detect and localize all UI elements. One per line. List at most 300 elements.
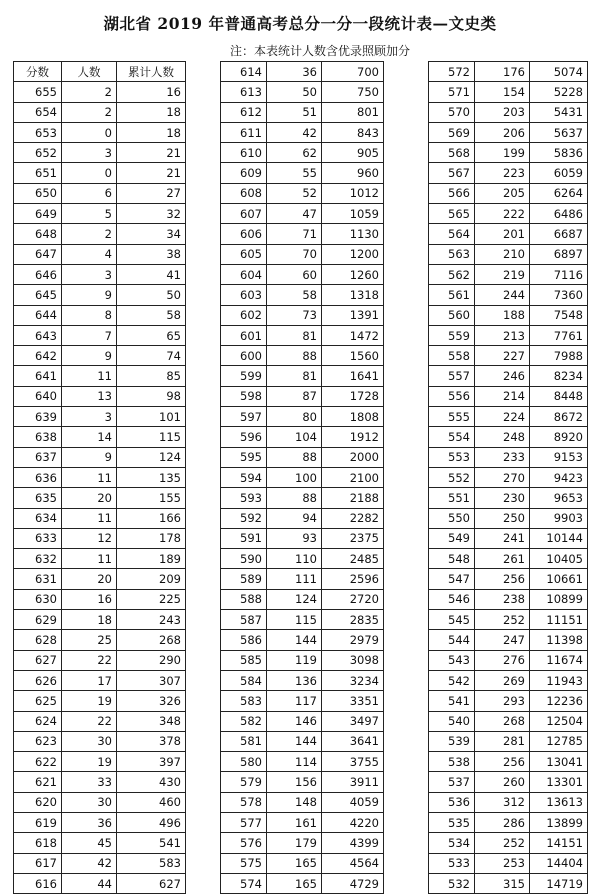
table-row — [429, 833, 588, 853]
table-row — [14, 691, 186, 711]
cumulative-cell: 34 — [117, 224, 186, 244]
score-cell: 567 — [429, 163, 475, 183]
count-cell: 256 — [475, 569, 530, 589]
score-cell: 643 — [14, 325, 62, 345]
cumulative-cell: 12236 — [530, 691, 588, 711]
cumulative-cell: 243 — [117, 610, 186, 630]
cumulative-cell: 9903 — [530, 508, 588, 528]
table-row — [221, 833, 384, 853]
cumulative-cell: 10899 — [530, 589, 588, 609]
count-cell: 81 — [267, 366, 322, 386]
score-cell: 625 — [14, 691, 62, 711]
score-cell: 637 — [14, 447, 62, 467]
count-cell: 7 — [62, 325, 117, 345]
table-row — [14, 264, 186, 284]
score-cell: 655 — [14, 82, 62, 102]
score-cell: 628 — [14, 630, 62, 650]
count-cell: 94 — [267, 508, 322, 528]
table-row — [221, 244, 384, 264]
count-cell: 165 — [267, 853, 322, 873]
table-row — [221, 711, 384, 731]
cumulative-cell: 627 — [117, 873, 186, 893]
score-cell: 622 — [14, 752, 62, 772]
score-cell: 548 — [429, 549, 475, 569]
count-cell: 51 — [267, 102, 322, 122]
score-cell: 534 — [429, 833, 475, 853]
table-row — [429, 163, 588, 183]
cumulative-cell: 10661 — [530, 569, 588, 589]
table-row — [221, 204, 384, 224]
count-cell: 58 — [267, 285, 322, 305]
count-cell: 154 — [475, 82, 530, 102]
table-row — [221, 285, 384, 305]
count-cell: 11 — [62, 467, 117, 487]
count-cell: 256 — [475, 752, 530, 772]
count-cell: 206 — [475, 122, 530, 142]
table-row — [14, 244, 186, 264]
score-cell: 569 — [429, 122, 475, 142]
table-row — [221, 346, 384, 366]
cumulative-cell: 3497 — [322, 711, 384, 731]
cumulative-cell: 8448 — [530, 386, 588, 406]
score-cell: 649 — [14, 204, 62, 224]
table-row — [429, 792, 588, 812]
table-row — [429, 102, 588, 122]
table-row — [14, 183, 186, 203]
cumulative-cell: 74 — [117, 346, 186, 366]
score-cell: 605 — [221, 244, 267, 264]
count-cell: 2 — [62, 102, 117, 122]
cumulative-cell: 1012 — [322, 183, 384, 203]
table-row — [14, 873, 186, 893]
table-row — [221, 102, 384, 122]
score-cell: 565 — [429, 204, 475, 224]
score-cell: 603 — [221, 285, 267, 305]
count-cell: 88 — [267, 447, 322, 467]
count-cell: 11 — [62, 366, 117, 386]
score-cell: 538 — [429, 752, 475, 772]
table-row — [221, 488, 384, 508]
score-cell: 597 — [221, 407, 267, 427]
score-cell: 558 — [429, 346, 475, 366]
header-row — [14, 62, 186, 82]
score-cell: 616 — [14, 873, 62, 893]
table-row — [221, 569, 384, 589]
cumulative-cell: 307 — [117, 670, 186, 690]
count-cell: 214 — [475, 386, 530, 406]
score-cell: 606 — [221, 224, 267, 244]
score-cell: 601 — [221, 325, 267, 345]
cumulative-cell: 11943 — [530, 670, 588, 690]
table-row — [429, 772, 588, 792]
score-cell: 587 — [221, 610, 267, 630]
cumulative-cell: 178 — [117, 528, 186, 548]
score-cell: 550 — [429, 508, 475, 528]
score-cell: 609 — [221, 163, 267, 183]
score-cell: 624 — [14, 711, 62, 731]
table-row — [14, 549, 186, 569]
score-cell: 554 — [429, 427, 475, 447]
score-cell: 638 — [14, 427, 62, 447]
cumulative-cell: 1912 — [322, 427, 384, 447]
table-row — [429, 407, 588, 427]
score-cell: 620 — [14, 792, 62, 812]
count-cell: 148 — [267, 792, 322, 812]
table-row — [221, 670, 384, 690]
count-cell: 293 — [475, 691, 530, 711]
cumulative-cell: 3351 — [322, 691, 384, 711]
count-cell: 2 — [62, 224, 117, 244]
score-cell: 585 — [221, 650, 267, 670]
table-row — [14, 427, 186, 447]
table-row — [221, 143, 384, 163]
count-cell: 47 — [267, 204, 322, 224]
cumulative-cell: 6264 — [530, 183, 588, 203]
table-row — [14, 569, 186, 589]
score-cell: 611 — [221, 122, 267, 142]
cumulative-cell: 9153 — [530, 447, 588, 467]
score-cell: 542 — [429, 670, 475, 690]
table-row — [429, 610, 588, 630]
cumulative-cell: 3911 — [322, 772, 384, 792]
cumulative-cell: 430 — [117, 772, 186, 792]
count-cell: 222 — [475, 204, 530, 224]
table-row — [14, 82, 186, 102]
table-row — [14, 122, 186, 142]
count-cell: 176 — [475, 62, 530, 82]
cumulative-cell: 378 — [117, 731, 186, 751]
cumulative-cell: 843 — [322, 122, 384, 142]
count-cell: 241 — [475, 528, 530, 548]
score-cell: 555 — [429, 407, 475, 427]
score-cell: 535 — [429, 812, 475, 832]
table-row — [429, 386, 588, 406]
cumulative-cell: 8234 — [530, 366, 588, 386]
count-cell: 11 — [62, 508, 117, 528]
table-row — [14, 204, 186, 224]
count-cell: 233 — [475, 447, 530, 467]
score-cell: 562 — [429, 264, 475, 284]
score-cell: 557 — [429, 366, 475, 386]
cumulative-cell: 8920 — [530, 427, 588, 447]
table-row — [429, 528, 588, 548]
count-cell: 268 — [475, 711, 530, 731]
score-cell: 564 — [429, 224, 475, 244]
score-cell: 543 — [429, 650, 475, 670]
table-row — [14, 447, 186, 467]
table-row — [221, 122, 384, 142]
count-cell: 36 — [267, 62, 322, 82]
cumulative-cell: 4564 — [322, 853, 384, 873]
table-row — [429, 122, 588, 142]
cumulative-cell: 13613 — [530, 792, 588, 812]
count-cell: 111 — [267, 569, 322, 589]
score-cell: 646 — [14, 264, 62, 284]
cumulative-cell: 2979 — [322, 630, 384, 650]
count-cell: 246 — [475, 366, 530, 386]
count-cell: 219 — [475, 264, 530, 284]
score-cell: 581 — [221, 731, 267, 751]
score-cell: 559 — [429, 325, 475, 345]
count-cell: 260 — [475, 772, 530, 792]
table-row — [429, 630, 588, 650]
table-row — [14, 528, 186, 548]
count-cell: 44 — [62, 873, 117, 893]
cumulative-cell: 13301 — [530, 772, 588, 792]
cumulative-cell: 32 — [117, 204, 186, 224]
score-cell: 618 — [14, 833, 62, 853]
cumulative-cell: 10144 — [530, 528, 588, 548]
table-row — [429, 143, 588, 163]
score-cell: 602 — [221, 305, 267, 325]
cumulative-cell: 21 — [117, 143, 186, 163]
table-row — [221, 264, 384, 284]
score-cell: 598 — [221, 386, 267, 406]
cumulative-cell: 1808 — [322, 407, 384, 427]
score-cell: 626 — [14, 670, 62, 690]
count-cell: 136 — [267, 670, 322, 690]
table-row — [429, 244, 588, 264]
cumulative-cell: 348 — [117, 711, 186, 731]
count-cell: 312 — [475, 792, 530, 812]
count-cell: 50 — [267, 82, 322, 102]
count-cell: 30 — [62, 731, 117, 751]
score-cell: 583 — [221, 691, 267, 711]
count-cell: 188 — [475, 305, 530, 325]
count-cell: 19 — [62, 691, 117, 711]
score-cell: 599 — [221, 366, 267, 386]
count-cell: 14 — [62, 427, 117, 447]
score-cell: 654 — [14, 102, 62, 122]
cumulative-cell: 960 — [322, 163, 384, 183]
count-cell: 110 — [267, 549, 322, 569]
cumulative-cell: 5228 — [530, 82, 588, 102]
count-cell: 3 — [62, 264, 117, 284]
table-row — [429, 853, 588, 873]
score-cell: 619 — [14, 812, 62, 832]
cumulative-cell: 1130 — [322, 224, 384, 244]
score-cell: 570 — [429, 102, 475, 122]
score-cell: 572 — [429, 62, 475, 82]
score-cell: 639 — [14, 407, 62, 427]
cumulative-cell: 2375 — [322, 528, 384, 548]
score-cell: 561 — [429, 285, 475, 305]
table-row — [221, 853, 384, 873]
score-cell: 589 — [221, 569, 267, 589]
score-cell: 568 — [429, 143, 475, 163]
header-count: 人数 — [62, 62, 117, 82]
cumulative-cell: 115 — [117, 427, 186, 447]
cumulative-cell: 41 — [117, 264, 186, 284]
score-cell: 629 — [14, 610, 62, 630]
score-cell: 584 — [221, 670, 267, 690]
cumulative-cell: 225 — [117, 589, 186, 609]
score-cell: 593 — [221, 488, 267, 508]
cumulative-cell: 750 — [322, 82, 384, 102]
count-cell: 81 — [267, 325, 322, 345]
count-cell: 88 — [267, 488, 322, 508]
count-cell: 227 — [475, 346, 530, 366]
cumulative-cell: 6897 — [530, 244, 588, 264]
cumulative-cell: 65 — [117, 325, 186, 345]
count-cell: 70 — [267, 244, 322, 264]
score-cell: 631 — [14, 569, 62, 589]
table-row — [14, 792, 186, 812]
count-cell: 60 — [267, 264, 322, 284]
score-cell: 546 — [429, 589, 475, 609]
cumulative-cell: 18 — [117, 122, 186, 142]
cumulative-cell: 3755 — [322, 752, 384, 772]
score-cell: 632 — [14, 549, 62, 569]
count-cell: 261 — [475, 549, 530, 569]
cumulative-cell: 50 — [117, 285, 186, 305]
table-row — [221, 183, 384, 203]
cumulative-cell: 85 — [117, 366, 186, 386]
cumulative-cell: 7761 — [530, 325, 588, 345]
table-row — [14, 143, 186, 163]
table-row — [14, 508, 186, 528]
score-table-column-3 — [428, 61, 588, 894]
count-cell: 156 — [267, 772, 322, 792]
table-row — [221, 447, 384, 467]
score-cell: 630 — [14, 589, 62, 609]
table-row — [14, 488, 186, 508]
count-cell: 52 — [267, 183, 322, 203]
table-row — [14, 467, 186, 487]
score-cell: 580 — [221, 752, 267, 772]
table-row — [429, 752, 588, 772]
count-cell: 55 — [267, 163, 322, 183]
page-title: 湖北省 2019 年普通高考总分一分一段统计表—文史类 — [103, 14, 497, 33]
score-cell: 547 — [429, 569, 475, 589]
score-cell: 592 — [221, 508, 267, 528]
score-cell: 613 — [221, 82, 267, 102]
count-cell: 244 — [475, 285, 530, 305]
table-row — [429, 670, 588, 690]
score-cell: 571 — [429, 82, 475, 102]
table-row — [221, 630, 384, 650]
count-cell: 247 — [475, 630, 530, 650]
cumulative-cell: 801 — [322, 102, 384, 122]
cumulative-cell: 98 — [117, 386, 186, 406]
score-cell: 560 — [429, 305, 475, 325]
table-row — [429, 508, 588, 528]
count-cell: 87 — [267, 386, 322, 406]
table-row — [14, 386, 186, 406]
table-row — [14, 163, 186, 183]
table-row — [429, 183, 588, 203]
cumulative-cell: 5836 — [530, 143, 588, 163]
cumulative-cell: 12785 — [530, 731, 588, 751]
count-cell: 9 — [62, 285, 117, 305]
count-cell: 71 — [267, 224, 322, 244]
cumulative-cell: 166 — [117, 508, 186, 528]
table-row — [221, 792, 384, 812]
score-cell: 582 — [221, 711, 267, 731]
count-cell: 161 — [267, 812, 322, 832]
score-cell: 636 — [14, 467, 62, 487]
cumulative-cell: 11151 — [530, 610, 588, 630]
score-cell: 576 — [221, 833, 267, 853]
cumulative-cell: 397 — [117, 752, 186, 772]
score-cell: 552 — [429, 467, 475, 487]
table-row — [14, 833, 186, 853]
score-cell: 532 — [429, 873, 475, 893]
score-cell: 586 — [221, 630, 267, 650]
count-cell: 20 — [62, 569, 117, 589]
cumulative-cell: 1472 — [322, 325, 384, 345]
count-cell: 62 — [267, 143, 322, 163]
count-cell: 0 — [62, 163, 117, 183]
cumulative-cell: 460 — [117, 792, 186, 812]
score-cell: 533 — [429, 853, 475, 873]
count-cell: 5 — [62, 204, 117, 224]
score-cell: 566 — [429, 183, 475, 203]
cumulative-cell: 2100 — [322, 467, 384, 487]
score-cell: 553 — [429, 447, 475, 467]
cumulative-cell: 1391 — [322, 305, 384, 325]
cumulative-cell: 101 — [117, 407, 186, 427]
cumulative-cell: 290 — [117, 650, 186, 670]
table-row — [221, 752, 384, 772]
cumulative-cell: 6059 — [530, 163, 588, 183]
count-cell: 88 — [267, 346, 322, 366]
table-row — [14, 325, 186, 345]
table-row — [221, 427, 384, 447]
table-row — [429, 650, 588, 670]
count-cell: 115 — [267, 610, 322, 630]
table-note: 注：本表统计人数含优录照顾加分 — [229, 44, 410, 58]
table-row — [14, 102, 186, 122]
table-row — [14, 731, 186, 751]
score-cell: 596 — [221, 427, 267, 447]
count-cell: 281 — [475, 731, 530, 751]
count-cell: 19 — [62, 752, 117, 772]
cumulative-cell: 2485 — [322, 549, 384, 569]
cumulative-cell: 4399 — [322, 833, 384, 853]
score-cell: 575 — [221, 853, 267, 873]
count-cell: 248 — [475, 427, 530, 447]
score-cell: 627 — [14, 650, 62, 670]
table-row — [221, 224, 384, 244]
score-cell: 633 — [14, 528, 62, 548]
table-row — [14, 346, 186, 366]
table-row — [429, 467, 588, 487]
count-cell: 223 — [475, 163, 530, 183]
count-cell: 286 — [475, 812, 530, 832]
table-row — [14, 752, 186, 772]
count-cell: 42 — [267, 122, 322, 142]
score-cell: 651 — [14, 163, 62, 183]
cumulative-cell: 4220 — [322, 812, 384, 832]
count-cell: 238 — [475, 589, 530, 609]
count-cell: 17 — [62, 670, 117, 690]
score-cell: 577 — [221, 812, 267, 832]
count-cell: 199 — [475, 143, 530, 163]
score-cell: 579 — [221, 772, 267, 792]
count-cell: 250 — [475, 508, 530, 528]
table-row — [221, 610, 384, 630]
count-cell: 13 — [62, 386, 117, 406]
table-row — [429, 285, 588, 305]
score-cell: 608 — [221, 183, 267, 203]
table-row — [429, 731, 588, 751]
score-cell: 610 — [221, 143, 267, 163]
table-row — [429, 589, 588, 609]
count-cell: 165 — [267, 873, 322, 893]
table-row — [429, 711, 588, 731]
table-row — [221, 386, 384, 406]
